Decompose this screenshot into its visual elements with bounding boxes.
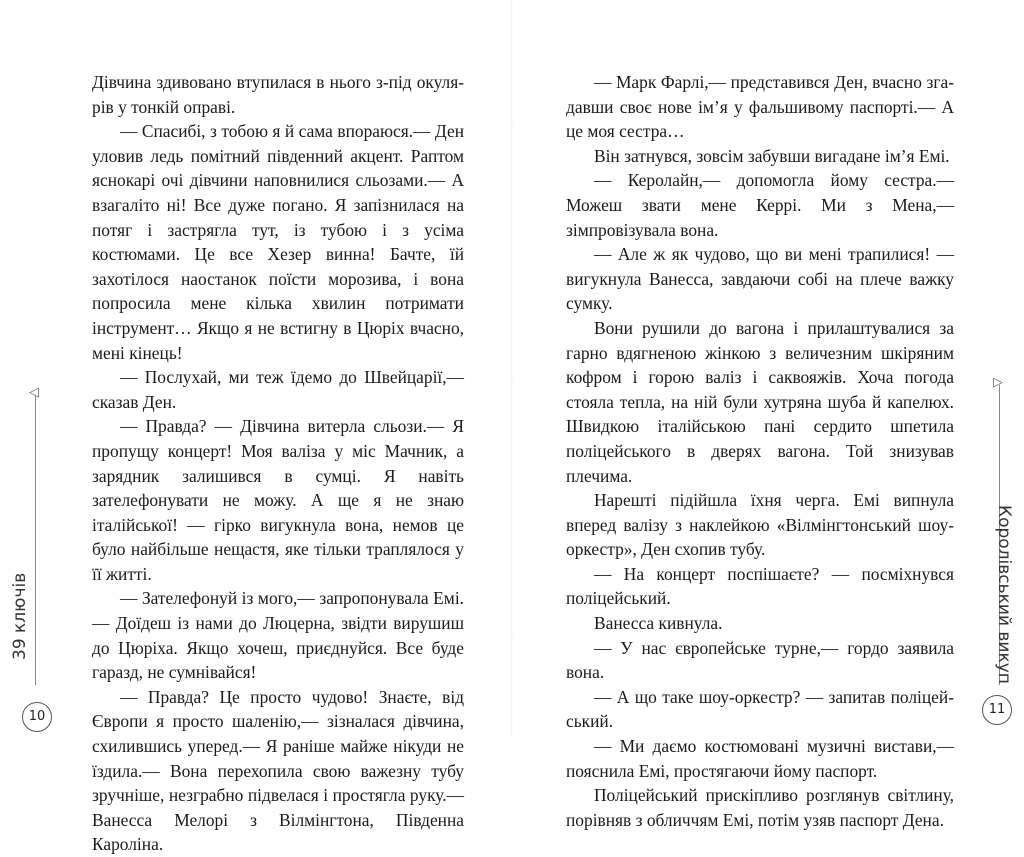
left-page-text: [92, 70, 464, 857]
paragraph: — Зателефонуй із мого,— запропонувала Емі.— Доїдеш із нами до Люцерна, звідти вирушиш до Цюріха. Якщо хочеш, приєднуйся. Все буде гаразд, не сумнівайся!: [92, 588, 464, 683]
paragraph: Поліцейський прискіпливо розглянув світлину, порівняв з обличчям Емі, потім узяв паспорт Дена.: [566, 785, 954, 830]
paragraph: — На концерт поспішаєте? — посміхнувся поліцейський.: [566, 563, 954, 609]
paragraph: Дівчина здивовано втупилася в нього з-під окулярів у тонкій оправі.: [92, 72, 464, 117]
right-running-head: Королівський викуп: [994, 505, 1014, 684]
page-number-left: 10: [22, 702, 52, 732]
paragraph: — Правда? Це просто чудово! Знаєте, від Європи я просто шаленію,— зізналася дівчина, схилившись уперед.— Я раніше майже нікуди не їздила.— Вона перехопила свою важезну тубу зручніше, незграбно підвелася і простягла руку.— Ванесса Мелорі з Вілмінгтона, Південна Кароліна.: [92, 686, 464, 855]
page-number-right: 11: [982, 695, 1012, 725]
left-margin-rule: [35, 395, 36, 685]
paragraph: — Правда? — Дівчина витерла сльози.— Я пропущу концерт! Моя валіза у міс Мачник, а зарядник залишився в сумці. Я навіть зателефонувати не можу. А ще я не знаю італійської! — гірко вигукнула вона, немов це було найбільше нещастя, яке тільки траплялося у її житті.: [92, 416, 464, 584]
arrow-up-icon: ◁: [29, 385, 39, 400]
paragraph: — Але ж як чудово, що ви мені трапилися! — вигукнула Ванесса, завдаючи собі на плече важку сумку.: [566, 244, 954, 314]
paragraph: — У нас європейське турне,— гордо заявила вона.: [566, 637, 954, 683]
paragraph: Вони рушили до вагона і прилаштувалися за гарно вдягненою жінкою з величезним шкіряним кофром і горою валіз і саквояжів. Хоча погода стояла тепла, на ній були хутряна шуба й капелюх. Швидкою італійською пані сердито шпетила поліцейського в дверях вагона. Той знизував плечима.: [566, 317, 954, 486]
paragraph: Він затнувся, зовсім забувши вигадане ім’я Емі.: [594, 145, 950, 166]
left-running-head: 39 ключів: [10, 572, 30, 660]
paragraph: — Марк Фарлі,— представився Ден, вчасно згадавши своє нове ім’я у фальшивому паспорті.— А це моя сестра…: [566, 72, 954, 142]
paragraph: — Ми даємо костюмовані музичні вистави,— пояснила Емі, простягаючи йому паспорт.: [566, 736, 954, 781]
right-page: [512, 0, 1024, 830]
paragraph: Нарешті підійшла їхня черга. Емі випнула вперед валізу з наклейкою «Вілмінгтонський шоу-оркестр», Ден схопив тубу.: [566, 490, 954, 560]
left-page: [0, 0, 512, 855]
paragraph: Ванесса кивнула.: [594, 613, 723, 634]
arrow-down-icon: ▷: [993, 375, 1003, 390]
paragraph: — Послухай, ми теж їдемо до Швейцарії,— сказав Ден.: [92, 367, 464, 412]
paragraph: — Керолайн,— допомогла йому сестра.— Можеш звати мене Керрі. Ми з Мена,— зімпровізувала вона.: [566, 170, 954, 240]
right-page-text: [566, 70, 954, 832]
paragraph: — Спасибі, з тобою я й сама впораюся.— Ден уловив ледь помітний південний акцент. Раптом яснокарі очі дівчини наповнилися сльозами.— А взагаліто ні! Все дуже погано. Я запізнилася на потяг і застрягла тут, із тубою і з усіма костюмами. Це все Хезер винна! Бачте, їй захотілося наостанок поїсти морозива, і вона попросила мене кілька хвилин потримати інструмент… Якщо я не встигну в Цюріх вчасно, мені кінець!: [92, 121, 464, 363]
paragraph: — А що таке шоу-оркестр? — запитав поліцейський.: [566, 686, 954, 732]
